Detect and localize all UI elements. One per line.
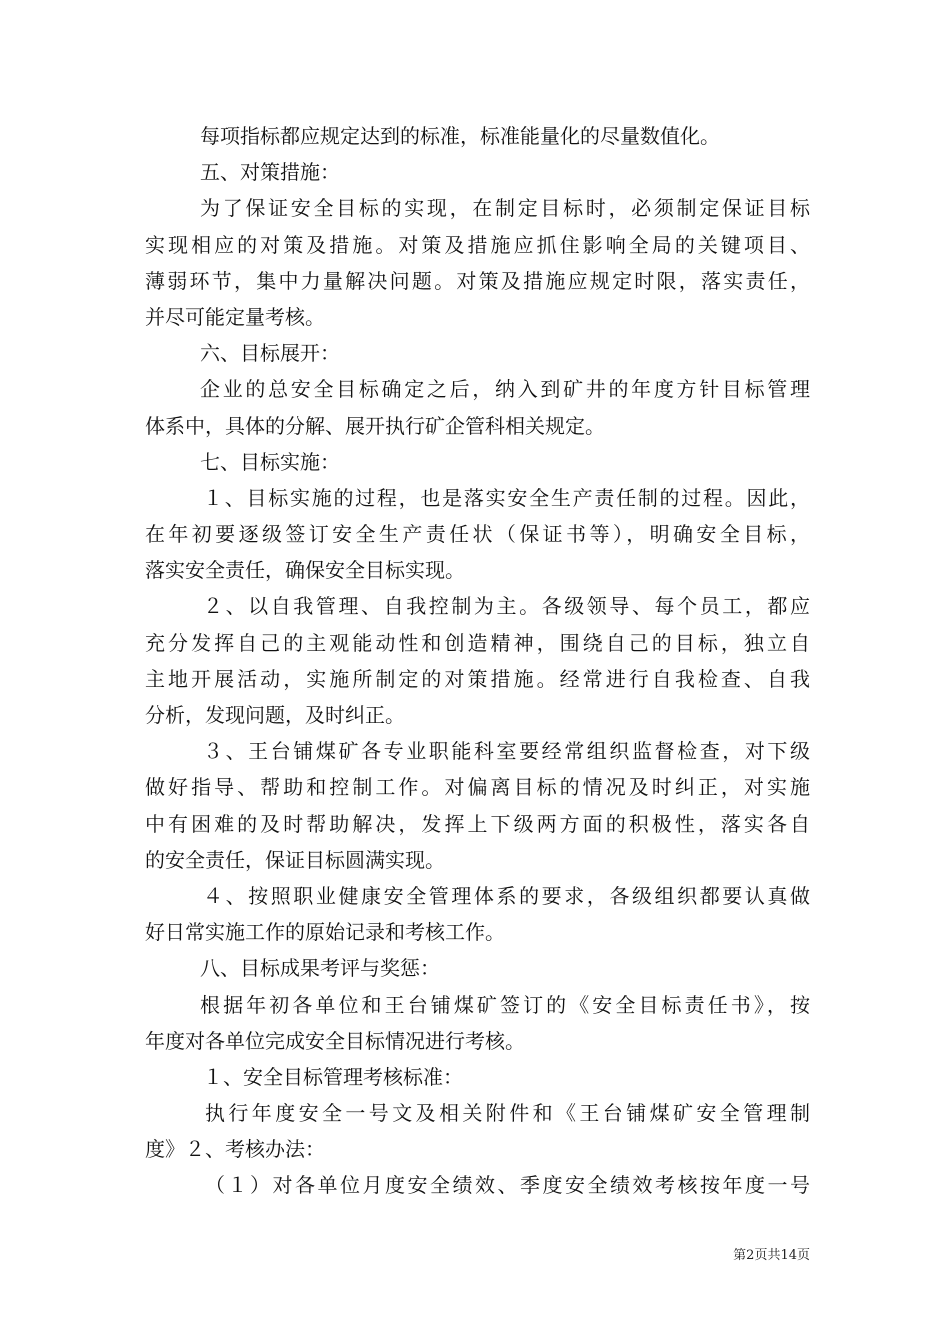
paragraph-line: １、安全目标管理考核标准： xyxy=(203,1064,463,1089)
paragraph-line: 并尽可能定量考核。 xyxy=(145,304,325,329)
section-heading: 七、目标实施： xyxy=(200,449,340,474)
paragraph-line: 每项指标都应规定达到的标准，标准能量化的尽量数值化。 xyxy=(200,124,720,148)
paragraph-line: 为了保证安全目标的实现，在制定目标时，必须制定保证目标 xyxy=(200,196,810,221)
paragraph-line: １、目标实施的过程，也是落实安全生产责任制的过程。因此， xyxy=(203,485,810,510)
paragraph-line: 分析，发现问题，及时纠正。 xyxy=(145,703,405,727)
paragraph-line: 根据年初各单位和王台铺煤矿签订的《安全目标责任书》，按 xyxy=(200,992,810,1017)
page-number-footer: 第2页共14页 xyxy=(733,1248,810,1263)
paragraph-line: 企业的总安全目标确定之后，纳入到矿井的年度方针目标管理 xyxy=(200,377,810,402)
paragraph-line: 度》２、考核办法： xyxy=(145,1137,325,1162)
paragraph-line: 薄弱环节，集中力量解决问题。对策及措施应规定时限，落实责任， xyxy=(145,268,810,293)
section-heading: 五、对策措施： xyxy=(200,160,340,185)
paragraph-line: 充分发挥自己的主观能动性和创造精神，围绕自己的目标，独立自 xyxy=(145,630,810,655)
paragraph-line: 的安全责任，保证目标圆满实现。 xyxy=(145,847,445,872)
body-text xyxy=(145,118,810,1204)
paragraph-line: 主地开展活动，实施所制定的对策措施。经常进行自我检查、自我 xyxy=(145,666,810,691)
paragraph-line: （１）对各单位月度安全绩效、季度安全绩效考核按年度一号 xyxy=(205,1173,810,1198)
paragraph-line: ２、以自我管理、自我控制为主。各级领导、每个员工，都应 xyxy=(203,594,810,619)
paragraph-line: 实现相应的对策及措施。对策及措施应抓住影响全局的关键项目、 xyxy=(145,232,810,257)
section-heading: 六、目标展开： xyxy=(200,341,340,366)
paragraph-line: 中有困难的及时帮助解决，发挥上下级两方面的积极性，落实各自 xyxy=(145,811,810,836)
paragraph-line: 执行年度安全一号文及相关附件和《王台铺煤矿安全管理制 xyxy=(205,1101,810,1126)
paragraph-line: 体系中，具体的分解、展开执行矿企管科相关规定。 xyxy=(145,413,605,438)
paragraph-line: ３、王台铺煤矿各专业职能科室要经常组织监督检查，对下级 xyxy=(203,739,810,764)
paragraph-line: ４、按照职业健康安全管理体系的要求，各级组织都要认真做 xyxy=(203,883,810,908)
paragraph-line: 在年初要逐级签订安全生产责任状（保证书等），明确安全目标， xyxy=(145,522,810,547)
paragraph-line: 落实安全责任，确保安全目标实现。 xyxy=(145,558,465,583)
paragraph-line: 做好指导、帮助和控制工作。对偏离目标的情况及时纠正，对实施 xyxy=(145,775,810,800)
paragraph-line: 好日常实施工作的原始记录和考核工作。 xyxy=(145,920,505,945)
section-heading: 八、目标成果考评与奖惩： xyxy=(200,956,440,981)
paragraph-line: 年度对各单位完成安全目标情况进行考核。 xyxy=(145,1028,525,1053)
